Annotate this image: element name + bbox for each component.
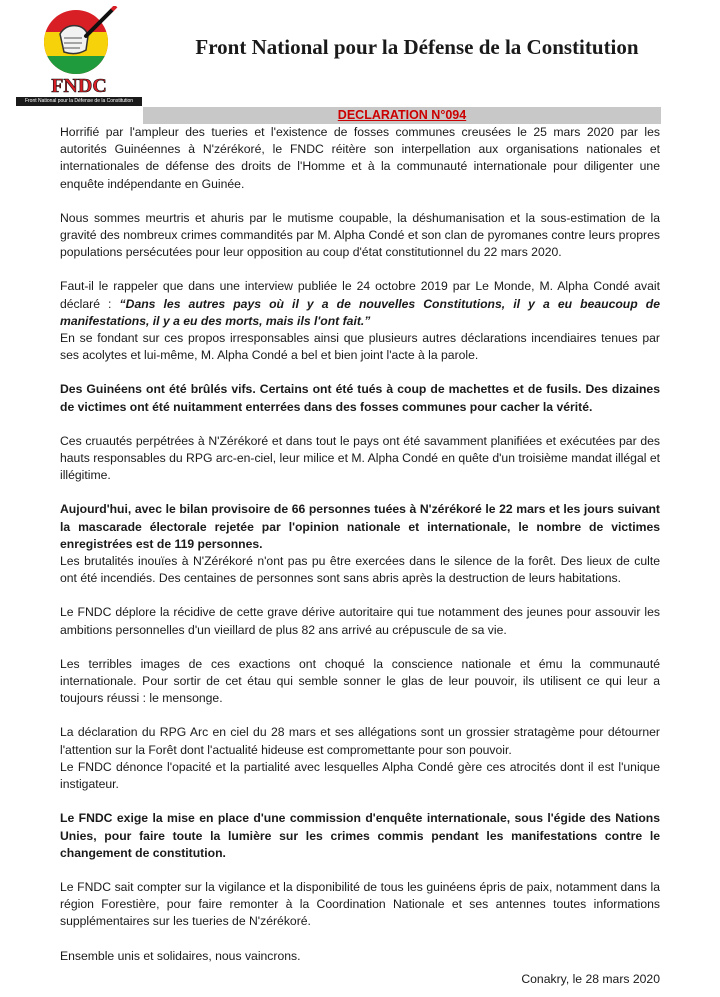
- fist-pen-logo-icon: [16, 6, 142, 98]
- paragraph-1: Horrifié par l'ampleur des tueries et l'existence de fosses communes creusées le 25 mars 2020 par les autorités Guinéennes à N'zérékoré, le FNDC réitère son interpellation aux organisations nationales et internationales de défense des droits de l'Homme et à la communauté internationale pour diligenter une enquête indépendante en Guinée.: [60, 125, 660, 191]
- signoff-date: Conakry, le 28 mars 2020: [521, 972, 660, 986]
- paragraph-4: En se fondant sur ces propos irresponsables ainsi que plusieurs autres déclarations incendiaires tenues par ses acolytes et lui-même, M. Alpha Condé a bel et bien joint l'acte à la parole.: [60, 331, 660, 363]
- paragraph-8: Les brutalités inouïes à N'Zérékoré n'ont pas pu être exercées dans le silence de la forêt. Des lieux de culte ont été incendiés. Des centaines de personnes sont sans abris après la destruction de leurs habitations.: [60, 554, 660, 586]
- paragraph-3: [60, 278, 660, 330]
- logo-caption: Front National pour la Défense de la Constitution: [16, 97, 142, 106]
- conde-quote: “Dans les autres pays où il y a de nouvelles Constitutions, il y a eu beaucoup de manifestations, il y a eu des morts, mais ils l'ont fait.”: [60, 296, 661, 328]
- paragraph-6: Ces cruautés perpétrées à N'Zérékoré et dans tout le pays ont été savamment planifiées et exécutées par des hauts responsables du RPG arc-en-ciel, leur milice et M. Alpha Condé en quête d'un troisième mandat illégal et illégitime.: [60, 433, 660, 483]
- paragraph-9: Le FNDC déplore la récidive de cette grave dérive autoritaire qui tue notamment des jeunes pour assouvir les ambitions personnelles d'un vieillard de plus 82 ans arrivé au crépuscule de sa vie.: [60, 605, 660, 637]
- declaration-number: DECLARATION N°094: [143, 107, 661, 124]
- paragraph-7: Aujourd'hui, avec le bilan provisoire de 66 personnes tuées à N'zérékoré le 22 mars et les jours suivant la mascarade électorale rejetée par l'opinion nationale et internationale, le nombre de victimes enregistrées est de 119 personnes.: [60, 502, 660, 551]
- paragraph-15: Ensemble unis et solidaires, nous vaincrons.: [60, 948, 301, 963]
- paragraph-11: La déclaration du RPG Arc en ciel du 28 mars et ses allégations sont un grossier stratagème pour détourner l'attention sur la Forêt dont l'actualité hideuse est compromettante pour son pouvoir.: [60, 725, 660, 757]
- logo-wordmark: FNDC: [51, 75, 107, 97]
- page-title: Front National pour la Défense de la Constitution: [195, 35, 639, 59]
- paragraph-5: Des Guinéens ont été brûlés vifs. Certains ont été tués à coup de machettes et de fusils. Des dizaines de victimes ont été nuitamment enterrées dans des fosses communes pour cacher la vérité.: [60, 382, 660, 414]
- paragraph-3-intro: Faut-il le rappeler que dans une interview publiée le 24 octobre 2019 par Le Monde, M. Alpha Condé avait déclaré :: [60, 279, 660, 311]
- fndc-logo: [16, 6, 142, 106]
- paragraph-12: Le FNDC dénonce l'opacité et la partialité avec lesquelles Alpha Condé gère ces atrocités dont il est l'unique instigateur.: [60, 759, 660, 792]
- paragraph-14: Le FNDC sait compter sur la vigilance et la disponibilité de tous les guinéens épris de paix, notamment dans la région Forestière, pour faire remonter à la Coordination Nationale et ses antennes toutes informations supplémentaires sur les tueries de N'zérékoré.: [60, 879, 660, 929]
- paragraph-13: Le FNDC exige la mise en place d'une commission d'enquête internationale, sous l'égide des Nations Unies, pour faire toute la lumière sur les crimes commis pendant les manifestations contre le changement de constitution.: [60, 811, 660, 860]
- declaration-body: [60, 124, 660, 965]
- paragraph-10: Les terribles images de ces exactions ont choqué la conscience nationale et ému la communauté internationale. Pour sortir de cet étau qui semble sonner le glas de leur pouvoir, ils utilisent ce qui leur a toujours réussi : le mensonge.: [60, 656, 660, 706]
- paragraph-2: Nous sommes meurtris et ahuris par le mutisme coupable, la déshumanisation et la sous-estimation de la gravité des nombreux crimes commandités par M. Alpha Condé et son clan de pyromanes contre leurs propres populations persécutées pour leur opposition au coup d'état constitutionnel du 22 mars 2020.: [60, 210, 660, 260]
